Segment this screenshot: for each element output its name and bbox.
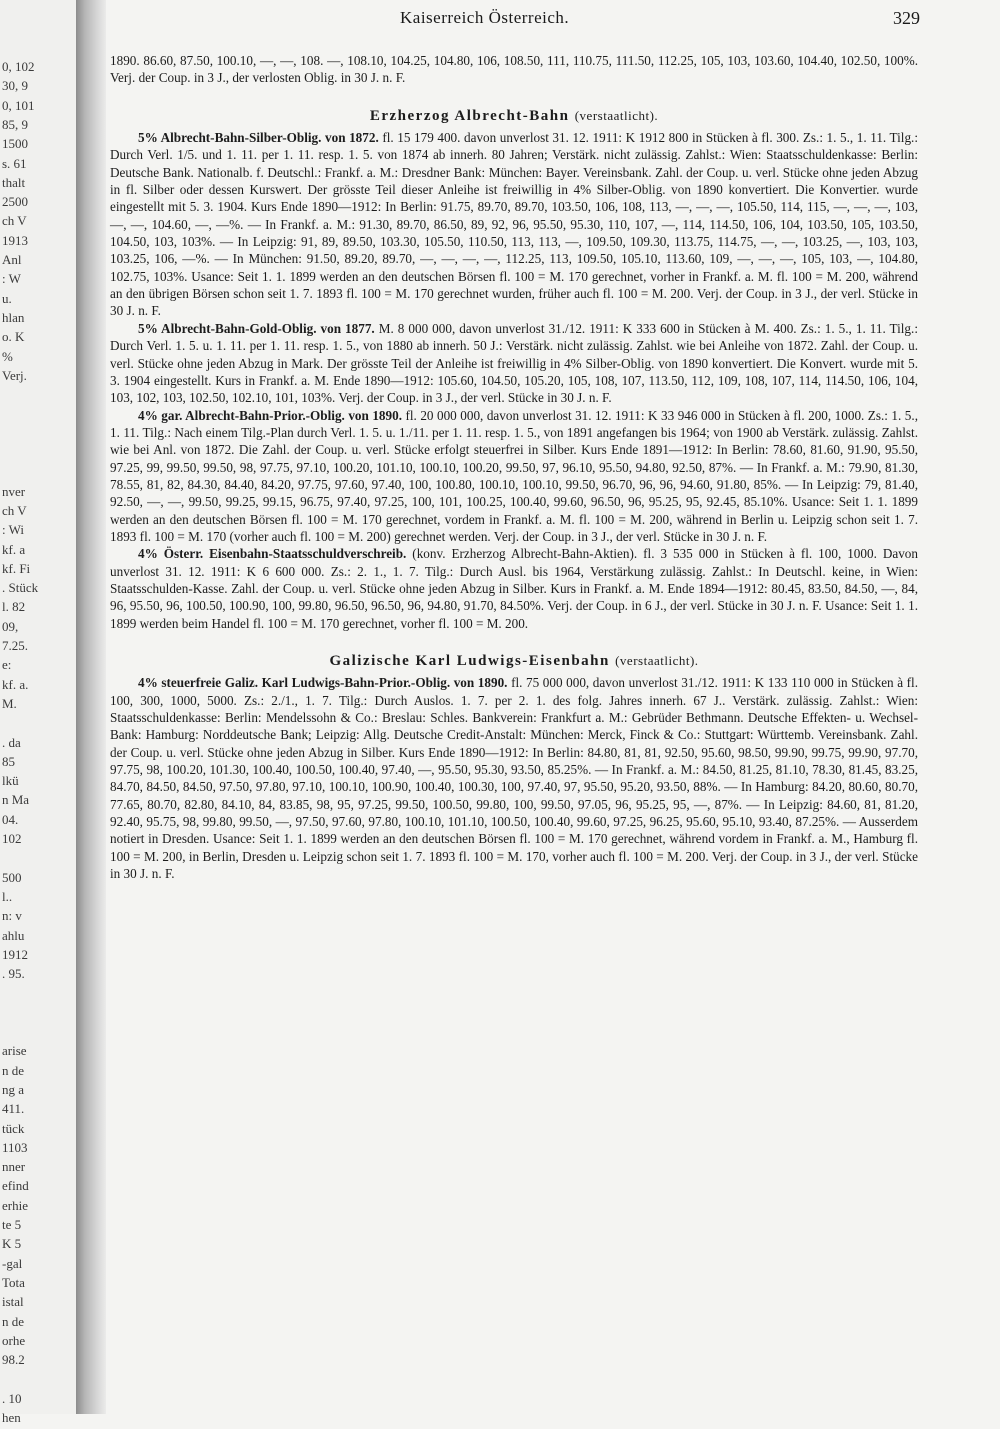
section-title-text: Erzherzog Albrecht-Bahn bbox=[369, 107, 570, 124]
margin-fragment: o. K bbox=[2, 329, 25, 345]
margin-fragment: M. bbox=[2, 695, 17, 711]
entry-text: fl. 20 000 000, davon unverlost 31. 12. 1911: K 33 946 000 in Stücken à fl. 200, 1000. Zs.: 1. 5., 1. 11. Tilg.: Nach einem Tilg.-Plan durch Verl. 1. 5. u. 1./11. per 1. 11. resp. 1. 5., von 1891 angefangen bis 1964; von 1900 ab Verstärk. zulässig. Zahlst. wie bei Anl. von 1872. Die Zahl. der Coup. u. verl. Stücke erfolgt steuerfrei in Silber. Kurs Ende 1891—1912: In Berlin: 78.60, 81.60, 91.90, 95.50, 97.25, 99, 99.50, 99.50, 98, 97.75, 97.10, 100.20, 101.10, 100.10, 100.20, 99.50, 97, 96.10, 95.50, 94.80, 92.50, 87%. — In Frankf. a. M.: 79.90, 81.30, 78.55, 81, 82, 84.30, 84.40, 84.20, 97.75, 97.60, 97.40, 100, 100.80, 100.10, 100.10, 99.50, 96.70, 96, 96, 94.60, 91.80, 85%. — In Leipzig: 79, 81.40, 92.50, —, —, 99.50, 99.25, 99.15, 96.75, 97.40, 97.25, 100, 101, 100.25, 100.40, 99.60, 96.50, 96, 95.25, 95, 92.45, 85.10%. Usance: Seit 1. 1. 1899 werden an den deutschen Börsen fl. 100 = M. 170 gerechnet, vordem in Frankf. a. M. fl. 100 = M. 200, während in Berlin u. Leipzig schon seit 1. 7. 1893 fl. 100 = M. 170 (vorher auch fl. 100 = M. 200) gerechnet werden. Verj. der Coup. in 3 J., der verl. Stücke in 30 J. n. F. bbox=[110, 407, 918, 544]
margin-fragment: ch V bbox=[2, 213, 27, 229]
margin-fragment: 30, 9 bbox=[2, 78, 28, 94]
margin-fragment: kf. a. bbox=[2, 676, 29, 692]
margin-fragment: thalt bbox=[2, 174, 26, 190]
entry-text: M. 8 000 000, davon unverlost 31./12. 1911: K 333 600 in Stücken à M. 400. Zs.: 1. 5., 1. 11. Tilg.: Durch Verl. 1. 5. u. 1. 11. per 1. 11. resp. 1. 5., von 1880 ab innerh. 50 J.: Verstärk. nicht zulässig. Zahlst. wie bei Anleihe von 1872. Zahl. der Coup. u. verl. Stücke ohne jeden Abzug in Mark. Der grösste Teil der Anleihe ist freiwillig in 4% Silber-Oblig. von 1890 konvertiert. Die Konvert. wurde mit 5. 3. 1904 eingestellt. Kurs in Frankf. a. M. Ende 1890—1912: 105.60, 104.50, 105.20, 105, 108, 107, 113.50, 112, 109, 108, 107, 114, 114.50, 106, 104, 103, 102, 103, 102.50, 102.10, 101, 103%. Verj. der Coup. in 3 J., der verl. Stücke in 30 J. n. F. bbox=[110, 320, 918, 406]
margin-fragment: 102 bbox=[2, 831, 22, 846]
page-number: 329 bbox=[893, 8, 920, 28]
margin-fragment: lkü bbox=[2, 773, 19, 789]
entry-text: fl. 15 179 400. davon unverlost 31. 12. 1911: K 1912 800 in Stücken à fl. 300. Zs.: 1. 5., 1. 11. Tilg.: Durch Verl. 1/5. und 1. 11. per 1. 11. resp. 1. 5. von 1874 ab innerh. 80 Jahren; Verstärk. nicht zulässig. Zahlst.: Wien: Staatsschuldenkasse: Berlin: Deutsche Bank. Nationalb. f. Deutschl.: Frankf. a. M.: Dresdner Bank: München: Bayer. Vereinsbank. Zahl. der Coup. u. verl. Stücke ohne jeden Abzug in fl. Silber oder dessen Kurswert. Der grösste Teil dieser Anleihe ist freiwillig in 4% Silber-Oblig. von 1890 konvertiert. Die Konvertier. wurde eingestellt mit 5. 3. 1904. Kurs Ende 1890—1912: In Berlin: 91.75, 89.70, 89.70, 103.50, 106, 108, 113, —, —, —, 105.50, 114, 115, —, —, —, 103, —, —, 104.60, —, —%. — In Frankf. a. M.: 91.30, 89.70, 86.50, 89, 92, 96, 95.50, 95.30, 110, 107, —, 114, 114.50, 106, 104, 103.50, 105, 103.50, 104.50, 103, 103%. — In Leipzig: 91, 89, 89.50, 103.30, 105.50, 110.50, 113, 113, —, 109.50, 109.30, 113.75, 114.75, —, —, 103.25, —, 103, 103, 103.25, 106, —%. — In München: 91.50, 89.20, 89.70, —, —, —, —, 112.25, 113, 109.50, 105.10, 113.60, 109, —, —, —, 105, 103, —, 104.80, 102.75, 103%. Usance: Seit 1. 1. 1899 werden an den deutschen Börsen fl. 100 = M. 170 gerechnet, vorher in Frankf. a. M. fl. 100 = M. 200, während an den übrigen Börsen schon seit 1. 7. 1893 fl. 100 = M. 170 gerechnet wurden, früher auch fl. 100 = M. 200. Verj. der Coup. in 3 J., der verl. Stücke in 30 J. n. F. bbox=[110, 130, 919, 319]
entry-lead: 4% Österr. Eisenbahn-Staatsschuldverschreib. bbox=[138, 546, 407, 562]
margin-fragment: ch V bbox=[2, 502, 27, 518]
margin-fragment: -gal bbox=[2, 1255, 23, 1271]
margin-fragment: 98.2 bbox=[2, 1352, 25, 1368]
margin-fragment: 85, 9 bbox=[2, 116, 28, 132]
margin-fragment: e: bbox=[2, 657, 12, 673]
section-subtitle: (verstaatlicht). bbox=[574, 107, 659, 123]
margin-fragment: 500 bbox=[2, 869, 22, 885]
bond-entry bbox=[110, 674, 918, 882]
entry-lead: 4% gar. Albrecht-Bahn-Prior.-Oblig. von 1890. bbox=[138, 407, 403, 423]
page-header bbox=[110, 8, 920, 36]
margin-fragment: nver bbox=[2, 483, 26, 499]
margin-fragment: 85 bbox=[2, 753, 15, 769]
margin-fragment: Anl bbox=[2, 252, 22, 267]
margin-fragment: . 10 bbox=[2, 1390, 22, 1406]
margin-fragment: u. bbox=[2, 290, 12, 306]
margin-fragment: ng a bbox=[2, 1081, 25, 1097]
margin-fragment: nner bbox=[2, 1159, 26, 1175]
margin-fragment: Verj. bbox=[2, 367, 27, 383]
margin-fragment: 0, 101 bbox=[2, 97, 35, 113]
margin-fragment: : W bbox=[2, 271, 21, 287]
margin-fragment: tück bbox=[2, 1120, 25, 1136]
margin-fragment: K 5 bbox=[2, 1236, 22, 1252]
margin-fragment: Tota bbox=[2, 1274, 25, 1290]
margin-fragment: : Wi bbox=[2, 522, 24, 538]
margin-fragment: 1500 bbox=[2, 136, 28, 152]
margin-fragment: 411. bbox=[2, 1101, 25, 1117]
entry-text: 1890. 86.60, 87.50, 100.10, —, —, 108. —, 108.10, 104.25, 104.80, 106, 108.50, 111, 110.75, 111.50, 112.25, 105, 103, 103.60, 104.40, 102.50, 100%. Verj. der Coup. in 3 J., der verlosten Oblig. in 30 J. n. F. bbox=[110, 53, 918, 86]
margin-fragment: 09, bbox=[2, 618, 19, 634]
document-page bbox=[110, 0, 990, 1414]
entry-lead: 5% Albrecht-Bahn-Gold-Oblig. von 1877. bbox=[138, 320, 375, 336]
body-text bbox=[110, 52, 918, 1392]
margin-fragment: ahlu bbox=[2, 927, 25, 943]
margin-fragment: n Ma bbox=[2, 792, 30, 808]
section-title-text: Galizische Karl Ludwigs-Eisenbahn bbox=[329, 653, 610, 669]
section-heading bbox=[110, 652, 918, 670]
bond-entry bbox=[110, 545, 918, 632]
margin-fragment: n: v bbox=[2, 908, 22, 924]
margin-fragment: s. 61 bbox=[2, 155, 27, 171]
entry-text: (konv. Erzherzog Albrecht-Bahn-Aktien). fl. 3 535 000 in Stücken à fl. 100, 1000. Davon unverlost 31. 12. 1911: K 6 600 000. Zs.: 2. 1., 1. 7. Tilg.: Durch Ausl. bis 1964, Verstärkung zulässig. Zahlst.: In Deutschl. keine, in Wien: Staatsschulden-Kasse. Zahl. der Coup. u. verl. Stücke ohne jeden Abzug in Silber. Kurs in Frankf. a. M. Ende 1894—1912: 80.45, 83.50, 84.50, —, 84, 96, 95.50, 96, 100.50, 100.90, 100, 99.80, 96.50, 96.50, 96, 94.80, 91.70, 84.50%. Verj. der Coup. in 6 J., der verl. Stücke in 30 J. n. F. Usance: Seit 1. 1. 1899 werden beim Handel fl. 100 = M. 170 gerechnet, vorher fl. 100 = M. 200. bbox=[110, 546, 918, 631]
margin-fragment: 1913 bbox=[2, 232, 28, 248]
margin-fragment: erhie bbox=[2, 1197, 28, 1213]
margin-fragment: . da bbox=[2, 734, 21, 750]
left-page-margin bbox=[0, 0, 76, 1425]
section-heading bbox=[110, 107, 918, 125]
margin-fragment: efind bbox=[2, 1178, 29, 1194]
margin-fragment: 1103 bbox=[2, 1139, 28, 1155]
margin-fragment: 0, 102 bbox=[2, 59, 35, 74]
margin-fragment: 1912 bbox=[2, 946, 28, 962]
margin-fragment: hen bbox=[2, 1410, 21, 1425]
margin-fragment: . Stück bbox=[2, 580, 39, 596]
margin-fragment: kf. Fi bbox=[2, 560, 31, 576]
margin-fragment: istal bbox=[2, 1294, 24, 1310]
margin-fragment: te 5 bbox=[2, 1217, 22, 1232]
margin-fragment: 7.25. bbox=[2, 638, 28, 653]
margin-fragment: arise bbox=[2, 1043, 27, 1059]
margin-fragment: . 95. bbox=[2, 966, 25, 982]
running-title: Kaiserreich Österreich. bbox=[400, 8, 570, 27]
margin-fragment: hlan bbox=[2, 309, 25, 325]
margin-fragment: % bbox=[2, 348, 13, 364]
margin-fragment: n de bbox=[2, 1062, 25, 1078]
bond-entry bbox=[110, 407, 918, 546]
margin-fragment: orhe bbox=[2, 1332, 26, 1348]
margin-fragment: l.. bbox=[2, 888, 13, 904]
bond-entry bbox=[110, 129, 918, 320]
entry-lead: 5% Albrecht-Bahn-Silber-Oblig. von 1872. bbox=[138, 130, 379, 146]
margin-fragment: kf. a bbox=[2, 541, 26, 557]
margin-fragment: l. 82 bbox=[2, 599, 26, 615]
bond-entry bbox=[110, 320, 918, 407]
entry-text: fl. 75 000 000, davon unverlost 31./12. 1911: K 133 110 000 in Stücken à fl. 100, 300, 1000, 5000. Zs.: 2./1., 1. 7. Tilg.: Durch Auslos. 1. 7. per 2. 1. des folg. Jahres innerh. 67 J.. Verstärk. zulässig. Zahlst.: Wien: Staatsschuldenkasse: Berlin: Mendelssohn & Co.: Breslau: Schles. Bankverein: Frankfurt a. M.: Gebrüder Bethmann. Deutsche Effekten- u. Wechsel-Bank: Hamburg: Norddeutsche Bank; Leipzig: Allg. Deutsche Credit-Anstalt: München: Merck, Finck & Co.: Stuttgart: Württemb. Vereinsbank. Zahl. der Coup. u. verl. Stücke ohne jeden Abzug in Silber. Kurs Ende 1890—1912: In Berlin: 84.80, 81, 81, 92.50, 95.60, 98.50, 99.90, 99.75, 99.90, 97.70, 97.75, 98, 100.20, 101.30, 100.40, 100.50, 100.40, 97.40, —, 95.50, 95.30, 93.50, 85.25%. — In Frankf. a. M.: 84.50, 81.25, 81.10, 78.30, 81.45, 83.25, 84.70, 84.50, 84.50, 97.50, 97.80, 97.10, 100.10, 100.90, 100.40, 100.30, 100, 97.40, 97, 95.50, 95.20, 93.50, 88%. — In Hamburg: 84.20, 80.60, 80.70, 77.65, 80.70, 82.80, 84.10, 84, 83.85, 98, 95, 97.25, 99.50, 100.50, 99.80, 100, 99.50, 97.05, 96, 95.25, 95, —, 87%. — In Leipzig: 84.60, 81, 81.20, 92.40, 95.75, 98, 99.80, 99.50, —, 97.50, 97.60, 97.80, 100.10, 101.10, 100.50, 100.40, 99.60, 97.25, 96.25, 95.60, 95.10, 93.40, 87.25%. — Ausserdem notiert in Dresden. Usance: Seit 1. 1. 1899 werden an den deutschen Börsen fl. 100 = M. 170 gerechnet, während vordem in Frankf. a. M., Hamburg fl. 100 = M. 200, in Berlin, Dresden u. Leipzig schon seit 1. 7. 1893 fl. 100 = M. 170, vorher auch fl. 100 = M. 200. Verj. der Coup. in 3 J., der verl. Stücke in 30 J. n. F. bbox=[110, 675, 919, 882]
margin-fragment: n de bbox=[2, 1313, 25, 1329]
margin-fragment: 2500 bbox=[2, 194, 28, 210]
section-subtitle: (verstaatlicht). bbox=[615, 653, 699, 668]
book-gutter bbox=[76, 0, 106, 1414]
continuation-paragraph bbox=[110, 52, 918, 87]
entry-lead: 4% steuerfreie Galiz. Karl Ludwigs-Bahn-Prior.-Oblig. von 1890. bbox=[138, 675, 508, 691]
margin-fragment: 04. bbox=[2, 811, 19, 827]
